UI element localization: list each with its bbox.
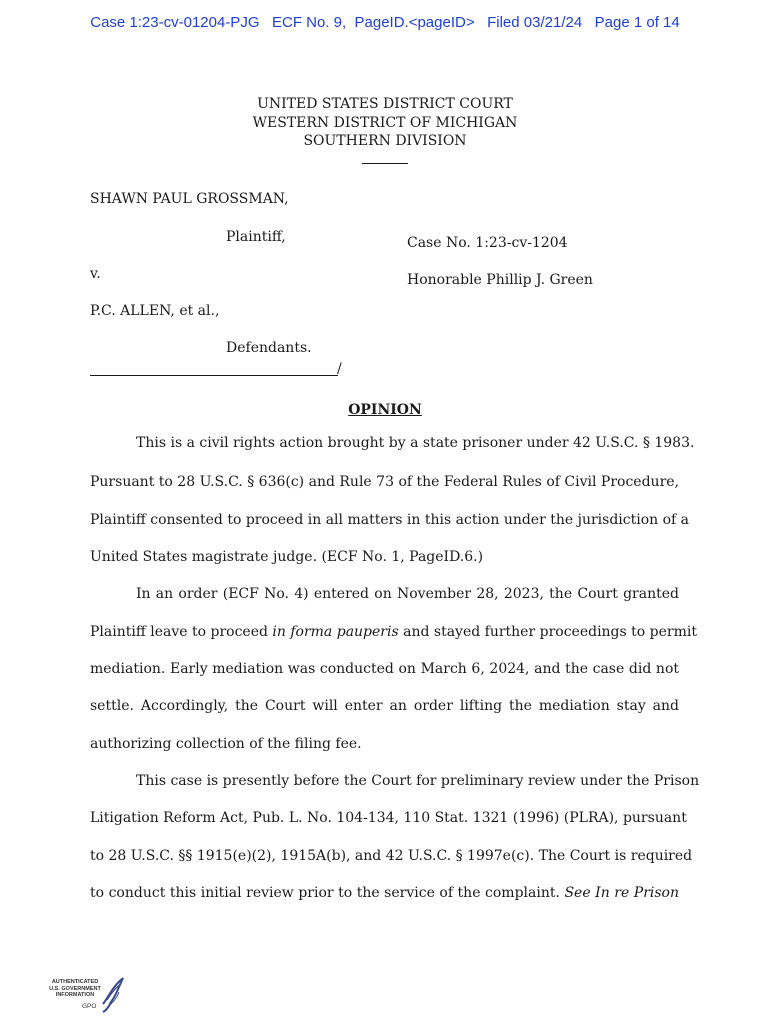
seal-text bbox=[44, 979, 106, 999]
body-line: Litigation Reform Act, Pub. L. No. 104-134, 110 Stat. 1321 (1996) (PLRA), pursuant bbox=[90, 810, 687, 826]
gpo-authentication-seal bbox=[44, 974, 134, 1018]
eagle-icon bbox=[99, 974, 127, 1014]
caption-underline bbox=[90, 375, 338, 376]
court-division: SOUTHERN DIVISION bbox=[303, 133, 467, 149]
defendant-role: Defendants. bbox=[226, 340, 312, 356]
body-line: Pursuant to 28 U.S.C. § 636(c) and Rule 73 of the Federal Rules of Civil Procedure, bbox=[90, 474, 679, 490]
seal-line: U.S. GOVERNMENT bbox=[49, 985, 101, 992]
court-name: UNITED STATES DISTRICT COURT bbox=[257, 96, 513, 112]
body-line: This case is presently before the Court for preliminary review under the Prison bbox=[136, 773, 700, 789]
court-heading bbox=[0, 95, 770, 169]
plaintiff-role: Plaintiff, bbox=[226, 229, 286, 245]
body-line: Plaintiff consented to proceed in all matters in this action under the jurisdiction of a bbox=[90, 512, 690, 528]
body-line bbox=[90, 624, 697, 640]
body-line: This is a civil rights action brought by a state prisoner under 42 U.S.C. § 1983. bbox=[136, 435, 695, 451]
seal-line: AUTHENTICATED bbox=[51, 979, 99, 985]
body-text: Plaintiff leave to proceed bbox=[90, 624, 273, 640]
plaintiff-name: SHAWN PAUL GROSSMAN, bbox=[90, 191, 289, 207]
citation-signal: See In re Prison bbox=[564, 885, 679, 901]
body-line: settle. Accordingly, the Court will enter an order lifting the mediation stay and bbox=[90, 698, 679, 714]
body-line: to 28 U.S.C. §§ 1915(e)(2), 1915A(b), and 42 U.S.C. § 1997e(c). The Court is required bbox=[90, 848, 693, 864]
opinion-title: OPINION bbox=[348, 402, 422, 418]
body-text: and stayed further proceedings to permit bbox=[398, 624, 697, 640]
body-line bbox=[90, 885, 679, 901]
court-district: WESTERN DISTRICT OF MICHIGAN bbox=[252, 114, 518, 131]
heading-separator bbox=[362, 151, 408, 164]
judge-name: Honorable Phillip J. Green bbox=[407, 272, 593, 288]
body-line: United States magistrate judge. (ECF No. 1, PageID.6.) bbox=[90, 549, 484, 565]
case-number: Case No. 1:23-cv-1204 bbox=[407, 235, 568, 251]
italic-term: in forma pauperis bbox=[272, 624, 399, 640]
body-line: mediation. Early mediation was conducted on March 6, 2024, and the case did not bbox=[90, 661, 679, 677]
caption-slash: / bbox=[337, 361, 342, 377]
defendant-name: P.C. ALLEN, et al., bbox=[90, 303, 220, 319]
seal-line: INFORMATION bbox=[55, 992, 95, 998]
body-line: In an order (ECF No. 4) entered on November 28, 2023, the Court granted bbox=[136, 586, 679, 602]
seal-mark: GPO bbox=[82, 1003, 97, 1010]
versus: v. bbox=[90, 266, 101, 282]
body-line: authorizing collection of the filing fee. bbox=[90, 736, 362, 752]
body-text: to conduct this initial review prior to the service of the complaint. bbox=[90, 885, 565, 901]
ecf-header: Case 1:23-cv-01204-PJG ECF No. 9, PageID.<pageID> Filed 03/21/24 Page 1 of 14 bbox=[90, 14, 680, 31]
